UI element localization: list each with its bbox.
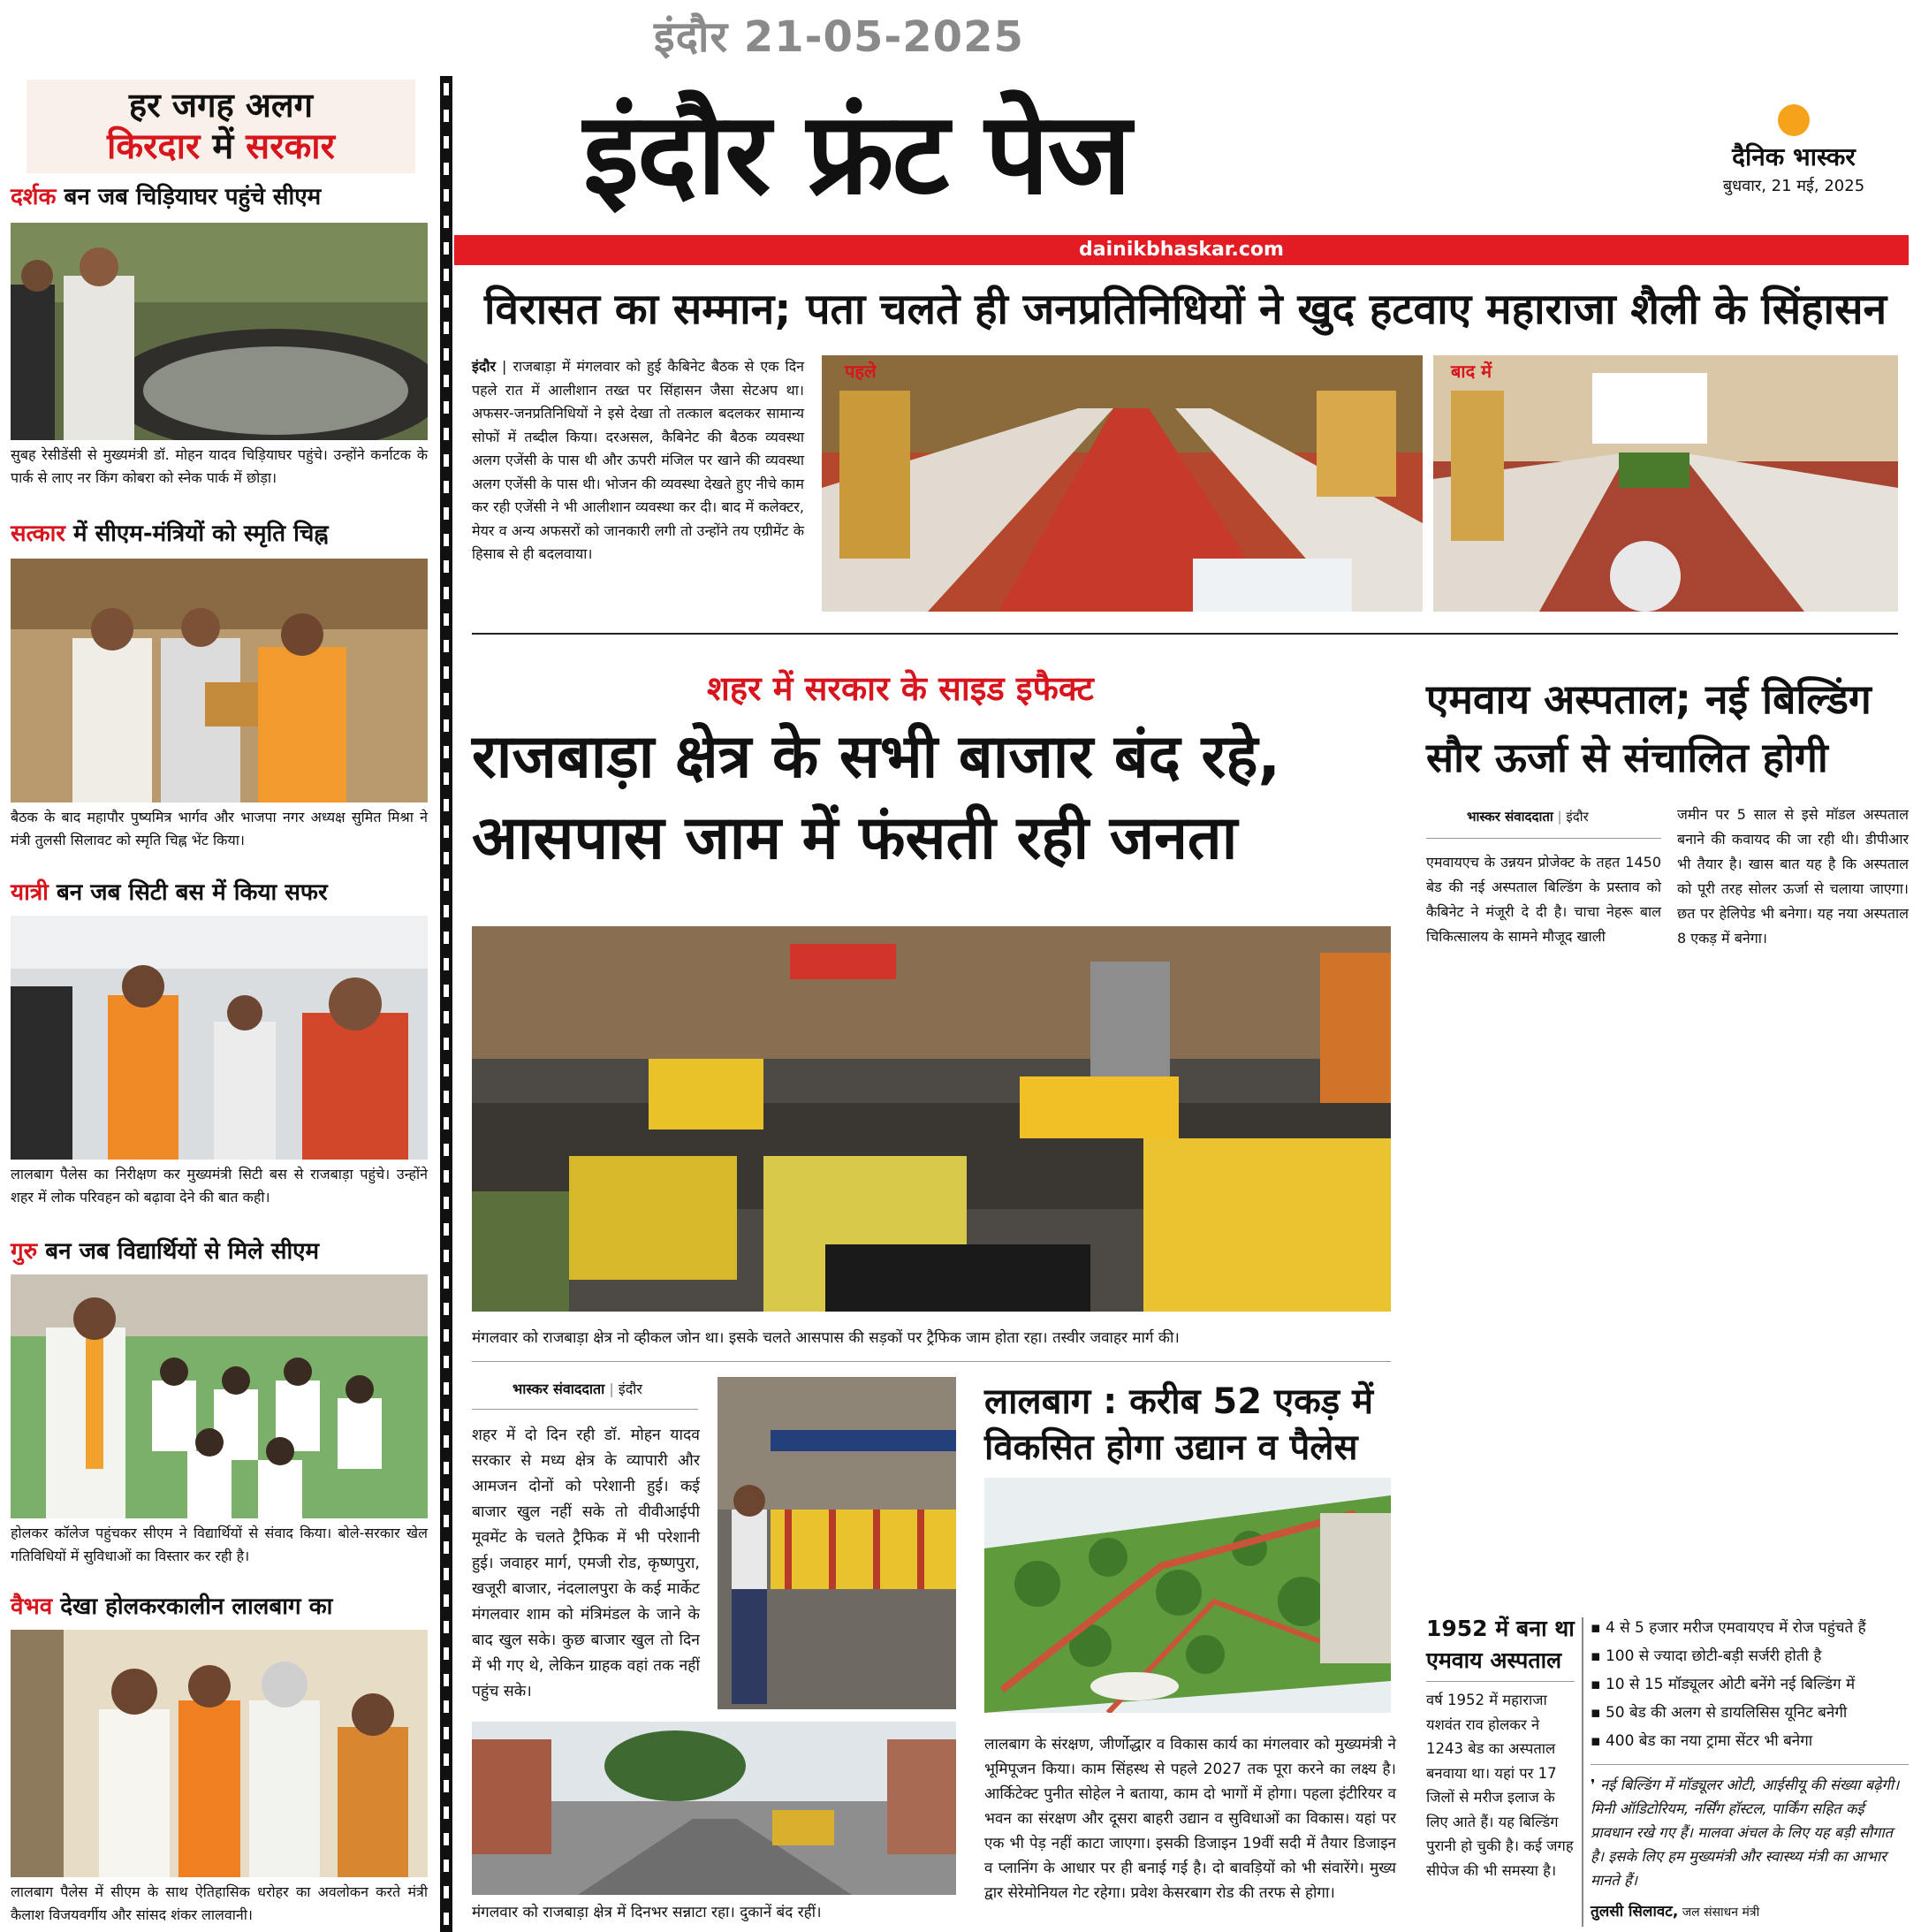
minister-quote: ❜ नई बिल्डिंग में मॉड्यूलर ओटी, आईसीयू की संख्या बढ़ेगी। मिनी ऑडिटोरियम, नर्सिंग हॉस्टल, पार्किंग सहित कई प्रावधान रखे गए हैं। मालवा अंचल के लिए यह बड़ी सौगात है। इसके लिए हम मुख्यमंत्री और स्वास्थ्य मंत्री का आभार मानते हैं। [1591,1776,1900,1889]
sidebar-story-lalbagh [11,1591,431,1623]
lead-body: इंदौर | राजबाड़ा में मंगलवार को हुई कैबिनेट बैठक से एक दिन पहले रात में आलीशान तख्त पर सिंहासन जैसा सेटअप था। अफसर-जनप्रतिनिधियों ने इसे देखा तो तत्काल बदलकर सामान्य सोफों में तब्दील किया। दरअसल, कैबिनेट की बैठक व्यवस्था अलग एजेंसी के पास थी और ऊपरी मंजिल पर खाने की व्यवस्था अलग एजेंसी के पास थी। भोजन की व्यवस्था देखते हुए नीचे काम कर रही एजेंसी ने भी आलीशान व्यवस्था कर दी। बाद में कलेक्टर, मेयर व अन्य अफसरों को जानकारी लगी तो उन्होंने तय एग्रीमेंट के हिसाब से ही बदलवाया। [472,358,805,562]
lead-divider [472,633,1898,635]
after-label: बाद में [1451,361,1492,382]
hospital-history-title-line2: एमवाय अस्पताल [1426,1647,1562,1673]
memento-photo [11,559,428,802]
empty-street-caption: मंगलवार को राजबाड़ा क्षेत्र में दिनभर सन्नाटा रहा। दुकानें बंद रहीं। [472,1904,822,1921]
hospital-body-col2: जमीन पर 5 साल से इसे मॉडल अस्पताल बनाने की कवायद की जा रही थी। डीपीआर भी तैयार है। खास बात यह है कि अस्पताल को पूरी तरह सोलर ऊर्जा से चलाया जाएगा। छत पर हेलिपेड भी बनेगा। यह नया अस्पताल 8 एकड़ में बनेगा। [1677,806,1909,947]
empty-street-photo [472,1722,956,1895]
hospital-history-body: वर्ष 1952 में महाराजा यशवंत राव होलकर ने 1243 बेड का अस्पताल बनवाया था। यहां पर 17 जिलों से मरीज इलाज के लिए आते हैं। यह बिल्डिंग पुरानी हो चुकी है। कई जगह सीपेज की भी समस्या है। [1426,1692,1574,1879]
website-bar [454,235,1909,265]
before-photo [822,355,1423,612]
main-kicker: शहर में सरकार के साइड इफैक्ट [707,669,1094,708]
hospital-facts-list [1591,1614,1909,1755]
traffic-jam-photo [472,926,1391,1312]
sidebar-caption-students: होलकर कॉलेज पहुंचकर सीएम ने विद्यार्थियों से संवाद किया। बोले-सरकार खेल गतिविधियों में सुविधाओं का विस्तार कर रही है। [11,1525,428,1564]
issue-date: बुधवार, 21 मई, 2025 [1722,177,1865,195]
brand-name: दैनिक भास्कर [1732,142,1856,171]
sidebar-story-headline: वैभव देखा होलकरकालीन लालबाग का [11,1594,333,1620]
zoo-photo [11,223,428,440]
hospital-fact-item: ▪ 10 से 15 मॉड्यूलर ओटी बनेंगे नई बिल्डिंग में [1591,1670,1909,1699]
sidebar-story-memento [11,518,431,550]
sidebar-story-headline: दर्शक बन जब चिड़ियाघर पहुंचे सीएम [11,184,322,210]
hospital-fact-item: ▪ 50 बेड की अलग से डायलिसिस यूनिट बनेगी [1591,1699,1909,1727]
hospital-byline-divider [1426,838,1661,839]
masthead-title: इंदौर फ्रंट पेज [583,88,1130,220]
sidebar-header-line2: किरदार में सरकार [106,126,336,167]
hospital-byline: भास्कर संवाददाता | इंदौर [1467,809,1589,825]
hospital-box-vrule [1582,1617,1583,1927]
sidebar-header [27,80,415,173]
sidebar-caption-zoo: सुबह रेसीडेंसी से मुख्यमंत्री डॉ. मोहन यादव चिड़ियाघर पहुंचे। उन्होंने कर्नाटक के पार्क से लाए नर किंग कोबरा को स्नेक पार्क में छोड़ा। [11,446,428,486]
lalbagh-headline-line2: विकसित होगा उद्यान व पैलेस [984,1427,1358,1468]
main-headline-line2: आसपास जाम में फंसती रही जनता [472,803,1238,873]
main-headline-line1: राजबाड़ा क्षेत्र के सभी बाजार बंद रहे, [472,722,1281,792]
sidebar-story-bus [11,877,431,909]
sidebar-caption-memento: बैठक के बाद महापौर पुष्यमित्र भार्गव और भाजपा नगर अध्यक्ष सुमित मिश्रा ने मंत्री तुलसी सिलावट को स्मृति चिह्न भेंट किया। [11,809,428,848]
hospital-body-col1: एमवायएच के उन्नयन प्रोजेक्ट के तहत 1450 बेड की नई अस्पताल बिल्डिंग के प्रस्ताव को कैबिनेट ने मंजूरी दे दी है। चाचा नेहरू बाल चिकित्सालय के सामने मौजूद खाली [1426,854,1661,945]
hospital-fact-item: ▪ 4 से 5 हजार मरीज एमवायएच में रोज पहुंचते हैं [1591,1614,1909,1642]
sidebar-story-students [11,1236,431,1267]
sidebar-story-headline: सत्कार में सीएम-मंत्रियों को स्मृति चिह्न [11,521,329,547]
lalbagh-visit-photo [11,1630,428,1877]
sidebar-caption-lalbagh: लालबाग पैलेस में सीएम के साथ ऐतिहासिक धरोहर का अवलोकन करते मंत्री कैलाश विजयवर्गीय और सांसद शंकर लालवानी। [11,1883,428,1923]
hospital-box-divider [1426,1681,1575,1682]
before-label: पहले [845,361,877,382]
main-byline: भास्कर संवाददाता | इंदौर [513,1381,642,1397]
brand-logo [1697,104,1891,196]
website-url[interactable]: dainikbhaskar.com [1079,239,1284,261]
lalbagh-render-photo [984,1478,1391,1713]
barricade-photo [718,1377,956,1709]
hospital-headline-line1: एमवाय अस्पताल; नई बिल्डिंग [1426,675,1872,723]
sidebar-header-line1: हर जगह अलग [128,86,314,125]
main-body: शहर में दो दिन रही डॉ. मोहन यादव सरकार से मध्य क्षेत्र के व्यापारी और आमजन दोनों को परेशानी हुई। कई बाजार खुल नहीं सके तो वीवीआईपी मूवमेंट के चलते ट्रैफिक में भी परेशानी हुई। जवाहर मार्ग, एमजी रोड, कृष्णपुरा, खजूरी बाजार, नंदलालपुरा के कई मार्केट मंगलवार शाम को मंत्रिमंडल के जाने के बाद खुल सके। कुछ बाजार खुल तो दिन में भी गए थे, लेकिन ग्राहक वहां तक नहीं पहुंच सके। [472,1426,700,1700]
date-stamp: इंदौर 21-05-2025 [654,12,1024,62]
after-photo [1433,355,1898,612]
filmstrip-divider [440,76,452,1932]
sidebar-story-zoo [11,181,431,213]
sidebar-caption-bus: लालबाग पैलेस का निरीक्षण कर मुख्यमंत्री सिटी बस से राजबाड़ा पहुंचे। उन्होंने शहर में लोक परिवहन को बढ़ावा देने की बात कही। [11,1166,428,1206]
sidebar-story-headline: गुरु बन जब विद्यार्थियों से मिले सीएम [11,1238,320,1265]
quote-mark-icon: ❜ [1591,1776,1601,1793]
byline-divider [472,1409,698,1410]
main-photo-divider [472,1361,1391,1362]
lead-headline: विरासत का सम्मान; पता चलते ही जनप्रतिनिधियों ने खुद हटवाए महाराजा शैली के सिंहासन [484,285,1887,334]
hospital-fact-item: ▪ 400 बेड का नया ट्रामा सेंटर भी बनेगा [1591,1727,1909,1755]
students-photo [11,1274,428,1518]
traffic-photo-caption: मंगलवार को राजबाड़ा क्षेत्र नो व्हीकल जोन था। इसके चलते आसपास की सड़कों पर ट्रैफिक जाम होता रहा। तस्वीर जवाहर मार्ग की। [472,1329,1180,1347]
sun-icon [1778,104,1810,136]
lalbagh-headline-line1: लालबाग : करीब 52 एकड़ में [984,1381,1374,1422]
hospital-headline-line2: सौर ऊर्जा से संचालित होगी [1426,734,1828,781]
facts-divider [1591,1764,1909,1765]
hospital-fact-item: ▪ 100 से ज्यादा छोटी-बड़ी सर्जरी होती है [1591,1642,1909,1670]
hospital-history-title-line1: 1952 में बना था [1426,1616,1575,1641]
dateline: इंदौर [472,358,497,375]
sidebar-story-headline: यात्री बन जब सिटी बस में किया सफर [11,879,328,906]
bus-photo [11,916,428,1160]
quote-attribution: तुलसी सिलावट, जल संसाधन मंत्री [1591,1903,1760,1921]
lalbagh-body: लालबाग के संरक्षण, जीर्णोद्धार व विकास कार्य का मंगलवार को मुख्यमंत्री ने भूमिपूजन किया। काम सिंहस्थ से पहले 2027 तक पूरा करने का लक्ष्य है। आर्किटेक्ट पुनीत सोहेल ने बताया, काम दो भागों में होगा। पहला इंटीरियर व भवन का संरक्षण और दूसरा बाहरी उद्यान व सुविधाओं का विकास। यहां पर एक भी पेड़ नहीं काटा जाएगा। इसकी डिजाइन 19वीं सदी में तैयार डिजाइन व प्लानिंग के आधार पर ही बनाई गई है। दो बावड़ियों को भी संवारेंगे। मुख्य द्वार सेरेमोनियल गेट रहेगा। प्रवेश केसरबाग रोड की तरफ से होगा। [984,1736,1396,1902]
